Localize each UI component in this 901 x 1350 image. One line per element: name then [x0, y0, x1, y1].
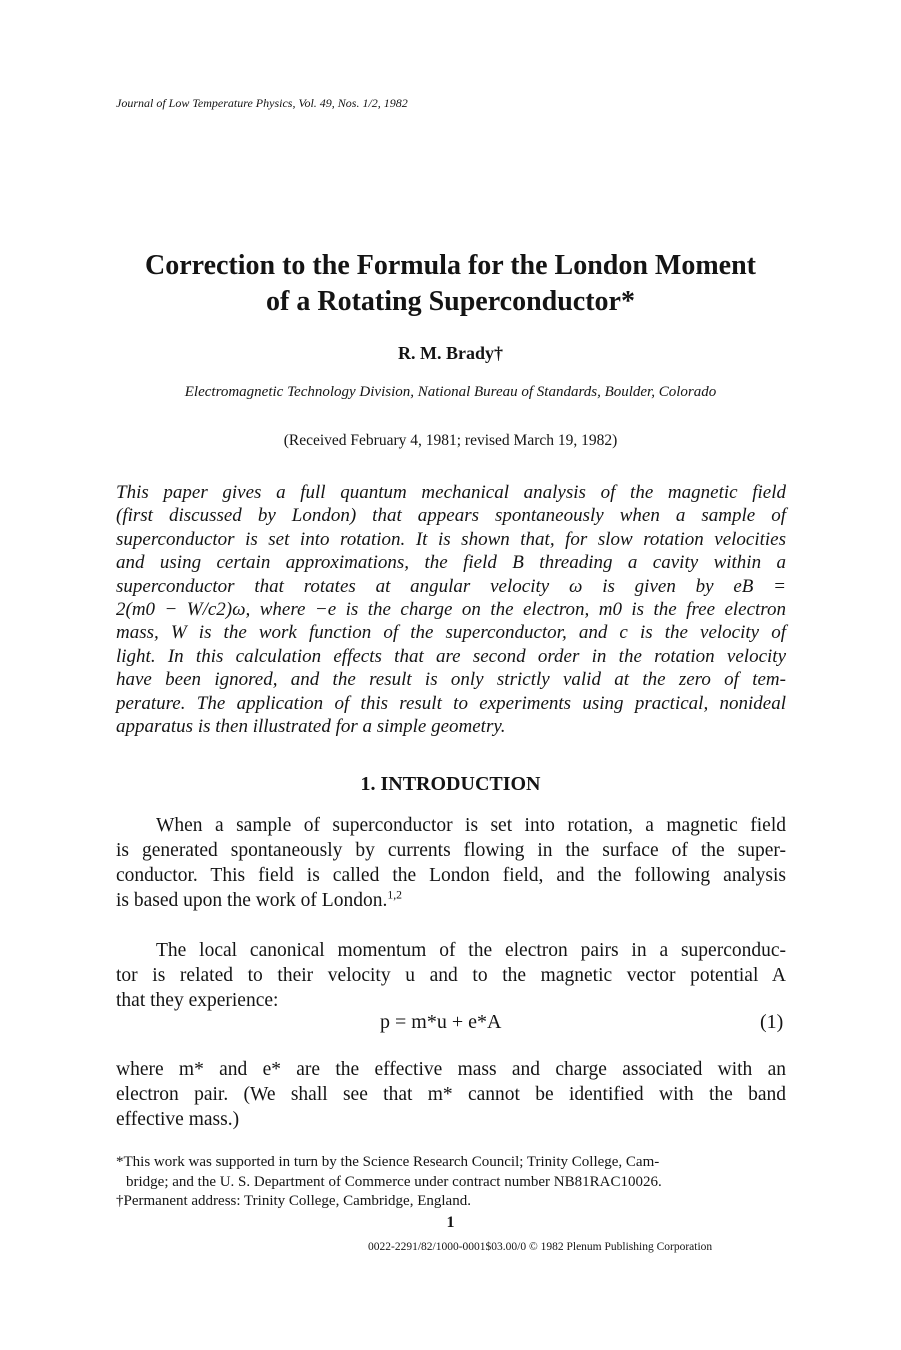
affiliation: Electromagnetic Technology Division, National Bureau of Standards, Boulder, Colorado: [184, 384, 717, 400]
abstract-line: perature. The application of this result to experiments using practical, nonideal: [116, 692, 786, 714]
footnotes: [116, 1153, 786, 1212]
body-line: that they experience:: [116, 990, 279, 1011]
abstract-line: superconductor that rotates at angular velocity ω is given by eB =: [116, 575, 786, 597]
body-line: is based upon the work of London.: [116, 890, 388, 911]
abstract-line: light. In this calculation effects that are second order in the rotation velocity: [116, 645, 786, 667]
body-line: When a sample of superconductor is set into rotation, a magnetic field: [156, 815, 786, 836]
title-line-1: Correction to the Formula for the London Moment: [145, 250, 756, 281]
reference-superscript: 1,2: [387, 888, 402, 902]
footnote-dagger: †Permanent address: Trinity College, Cambridge, England.: [116, 1193, 471, 1209]
body-line: effective mass.): [116, 1109, 240, 1130]
equation: p = m*u + e*A: [380, 1011, 502, 1033]
page-number: 1: [446, 1214, 455, 1231]
paper-title: [0, 248, 901, 320]
abstract-line: (first discussed by London) that appears spontaneously when a sample of: [116, 505, 786, 527]
journal-citation: Journal of Low Temperature Physics, Vol. 49, Nos. 1/2, 1982: [116, 96, 408, 110]
received-dates: (Received February 4, 1981; revised March 19, 1982): [283, 432, 618, 449]
body-line-with-ref: [116, 888, 786, 913]
body-line: electron pair. (We shall see that m* cannot be identified with the band: [116, 1084, 786, 1105]
abstract-line: mass, W is the work function of the superconductor, and c is the velocity of: [116, 622, 786, 644]
body-line: is generated spontaneously by currents flowing in the surface of the super-: [116, 840, 786, 861]
author: R. M. Brady†: [398, 343, 503, 363]
abstract-line: have been ignored, and the result is only strictly valid at the zero of tem-: [116, 669, 786, 691]
equation-number: (1): [760, 1011, 784, 1033]
title-line-2: of a Rotating Superconductor*: [266, 286, 635, 317]
paragraph-1: [116, 813, 786, 913]
body-line: conductor. This field is called the London field, and the following analysis: [116, 865, 786, 886]
body-line: tor is related to their velocity u and to the magnetic vector potential A: [116, 965, 786, 986]
body-line: where m* and e* are the effective mass and charge associated with an: [116, 1059, 786, 1080]
paragraph-3: [116, 1057, 786, 1132]
abstract: [116, 481, 786, 738]
copyright-line: 0022-2291/82/1000-0001$03.00/0 © 1982 Plenum Publishing Corporation: [368, 1241, 713, 1253]
footnote-star-line: *This work was supported in turn by the Science Research Council; Trinity College, Cam-: [116, 1154, 660, 1170]
paragraph-2: [116, 938, 786, 1013]
abstract-line: This paper gives a full quantum mechanical analysis of the magnetic field: [116, 482, 786, 503]
abstract-line: apparatus is then illustrated for a simple geometry.: [116, 716, 506, 738]
section-heading: 1. INTRODUCTION: [360, 773, 541, 795]
abstract-line: superconductor is set into rotation. It is shown that, for slow rotation velocities: [116, 528, 786, 550]
body-line: The local canonical momentum of the electron pairs in a superconduc-: [156, 940, 786, 961]
abstract-line: 2(m0 − W/c2)ω, where −e is the charge on the electron, m0 is the free electron: [116, 599, 786, 621]
abstract-line: and using certain approximations, the field B threading a cavity within a: [116, 552, 786, 574]
footnote-star-line: bridge; and the U. S. Department of Commerce under contract number NB81RAC10026.: [126, 1173, 662, 1190]
